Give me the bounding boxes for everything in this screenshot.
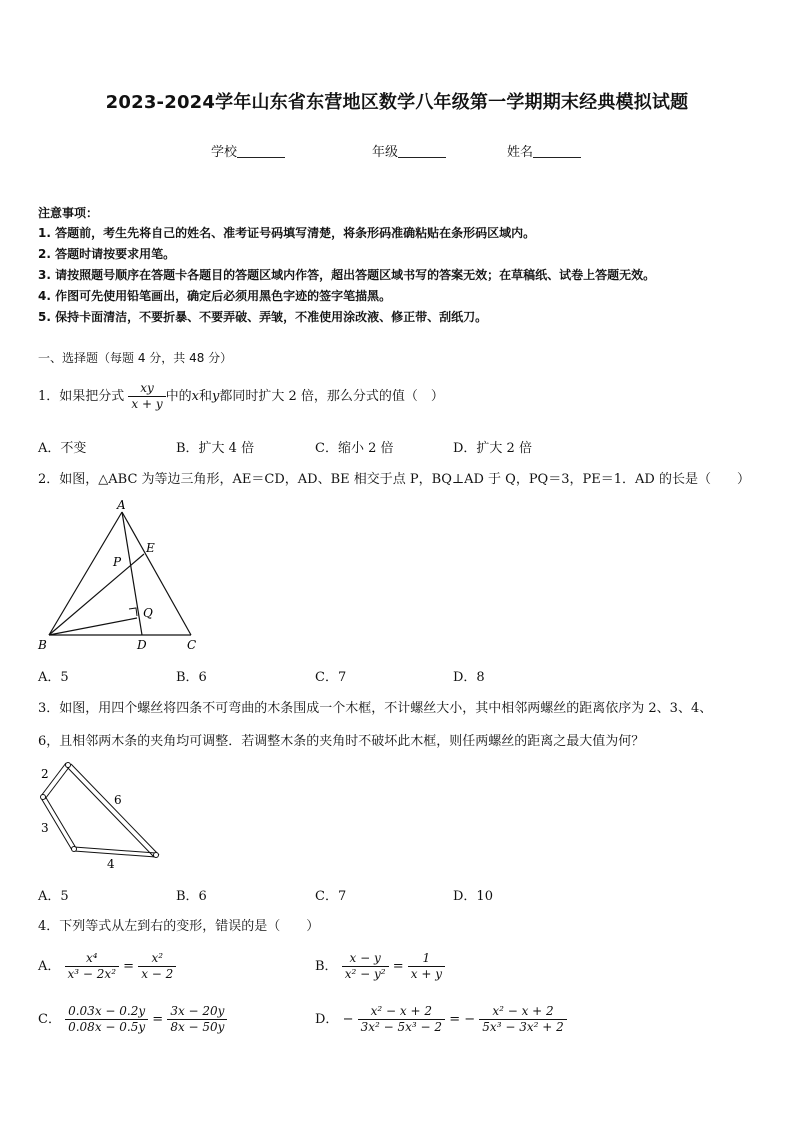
q3-option-d[interactable]: D．10 [453, 889, 493, 904]
q1-suffix: 都同时扩大 2 倍，那么分式的值（ ） [219, 389, 444, 404]
q4-a-label: A． [38, 959, 61, 974]
q4-option-b[interactable] [315, 951, 445, 982]
q1-option-d[interactable]: D．扩大 2 倍 [453, 441, 532, 456]
q2-option-d[interactable]: D．8 [453, 670, 485, 685]
q3-frame-figure [30, 758, 170, 873]
school-label: 学校 [211, 145, 238, 160]
frac-num: 0.03x − 0.2y [65, 1004, 148, 1020]
frac-num: 3x − 20y [167, 1004, 227, 1020]
q4-d-right-frac [479, 1004, 566, 1035]
q4-option-d[interactable] [315, 1004, 567, 1035]
q4-b-left-frac [342, 951, 389, 982]
q4-option-c[interactable] [38, 1004, 227, 1035]
q1-fraction [128, 381, 165, 412]
notice-heading: 注意事项： [38, 206, 99, 220]
section-heading: 一、选择题（每题 4 分，共 48 分） [38, 351, 233, 365]
q1-option-a[interactable]: A．不变 [38, 441, 87, 456]
equals-sign: = [152, 1012, 164, 1027]
label-D: D [137, 638, 147, 652]
equals-sign: = [123, 959, 135, 974]
q2-option-b[interactable]: B．6 [176, 670, 207, 685]
frac-den: x − 2 [141, 967, 174, 981]
grade-blank[interactable] [398, 144, 446, 158]
name-blank[interactable] [533, 144, 581, 158]
frac-den: x + y [410, 967, 442, 981]
frac-num: x − y [342, 951, 389, 967]
school-blank[interactable] [237, 144, 285, 158]
q4-d-left-frac [358, 1004, 445, 1035]
q1-var-x: x [191, 389, 200, 404]
q3-label-4: 4 [107, 857, 115, 871]
grade-label: 年级 [372, 145, 399, 160]
q4-c-right-frac [167, 1004, 227, 1035]
frac-den: 8x − 50y [170, 1020, 225, 1034]
q2-option-a[interactable]: A．5 [38, 670, 69, 685]
q1-var-y: y [212, 389, 220, 404]
label-A: A [117, 498, 126, 512]
q4-c-label: C． [38, 1012, 61, 1027]
frac-num: x² − x + 2 [358, 1004, 445, 1020]
q4-option-a[interactable] [38, 951, 176, 982]
q4-c-left-frac [65, 1004, 148, 1035]
name-field[interactable] [507, 141, 581, 160]
question-1 [38, 381, 444, 412]
q2-triangle-figure [30, 496, 210, 656]
frac-den: 0.08x − 0.5y [68, 1020, 146, 1034]
q3-option-a[interactable]: A．5 [38, 889, 69, 904]
q1-prefix: 1．如果把分式 [38, 389, 125, 404]
q4-a-left-frac [65, 951, 119, 982]
question-3-line1: 3．如图，用四个螺丝将四条不可弯曲的木条围成一个木框，不计螺丝大小，其中相邻两螺丝的距离依序为 2、3、4、 [38, 701, 713, 716]
frac-den: 3x² − 5x³ − 2 [360, 1020, 443, 1034]
q4-b-label: B． [315, 959, 338, 974]
q1-mid1: 中的 [165, 389, 192, 404]
q3-label-6: 6 [114, 793, 122, 807]
equals-sign: = [449, 1012, 461, 1027]
q3-label-2: 2 [41, 767, 49, 781]
q1-frac-num: xy [128, 381, 165, 397]
frac-num: x⁴ [65, 951, 119, 967]
q1-mid2: 和 [199, 389, 213, 404]
frac-num: 1 [408, 951, 445, 967]
notice-item: 5. 保持卡面清洁，不要折暴、不要弄破、弄皱，不准使用涂改液、修正带、刮纸刀。 [38, 310, 488, 324]
q4-a-right-frac [138, 951, 176, 982]
label-E: E [146, 541, 155, 555]
q2-option-c[interactable]: C．7 [315, 670, 347, 685]
q1-frac-den: x + y [131, 397, 163, 411]
q4-b-right-frac [408, 951, 445, 982]
frac-den: x³ − 2x² [67, 967, 117, 981]
frac-den: 5x³ − 3x² + 2 [482, 1020, 564, 1034]
q3-label-3: 3 [41, 821, 49, 835]
question-4: 4．下列等式从左到右的变形，错误的是（ ） [38, 919, 320, 934]
q3-option-c[interactable]: C．7 [315, 889, 347, 904]
frac-num: x² [138, 951, 176, 967]
page-title: 2023-2024学年山东省东营地区数学八年级第一学期期末经典模拟试题 [105, 92, 689, 113]
name-label: 姓名 [507, 145, 534, 160]
notice-item: 1. 答题前，考生先将自己的姓名、准考证号码填写清楚，将条形码准确粘贴在条形码区域内。 [38, 226, 536, 240]
label-C: C [187, 638, 197, 652]
equals-sign: = [392, 959, 404, 974]
school-field[interactable] [211, 141, 285, 160]
frac-den: x² − y² [344, 967, 386, 981]
minus-sign: − [342, 1012, 354, 1027]
q1-option-b[interactable]: B．扩大 4 倍 [176, 441, 255, 456]
q3-option-b[interactable]: B．6 [176, 889, 207, 904]
notice-item: 3. 请按照题号顺序在答题卡各题目的答题区域内作答，超出答题区域书写的答案无效；在草稿纸、试卷上答题无效。 [38, 268, 656, 282]
label-Q: Q [143, 606, 153, 620]
notice-item: 4. 作图可先使用铅笔画出，确定后必须用黑色字迹的签字笔描黑。 [38, 289, 392, 303]
minus-sign: − [464, 1012, 476, 1027]
grade-field[interactable] [372, 141, 446, 160]
question-2: 2．如图，△ABC 为等边三角形，AE＝CD，AD、BE 相交于点 P，BQ⊥AD 于 Q，PQ＝3，PE＝1．AD 的长是（ ） [38, 472, 750, 487]
label-B: B [38, 638, 47, 652]
q1-option-c[interactable]: C．缩小 2 倍 [315, 441, 394, 456]
label-P: P [113, 555, 122, 569]
q4-d-label: D． [315, 1012, 339, 1027]
notice-item: 2. 答题时请按要求用笔。 [38, 247, 176, 261]
frac-num: x² − x + 2 [479, 1004, 566, 1020]
question-3-line2: 6，且相邻两木条的夹角均可调整．若调整木条的夹角时不破坏此木框，则任两螺丝的距离之最大值为何？ [38, 734, 645, 749]
